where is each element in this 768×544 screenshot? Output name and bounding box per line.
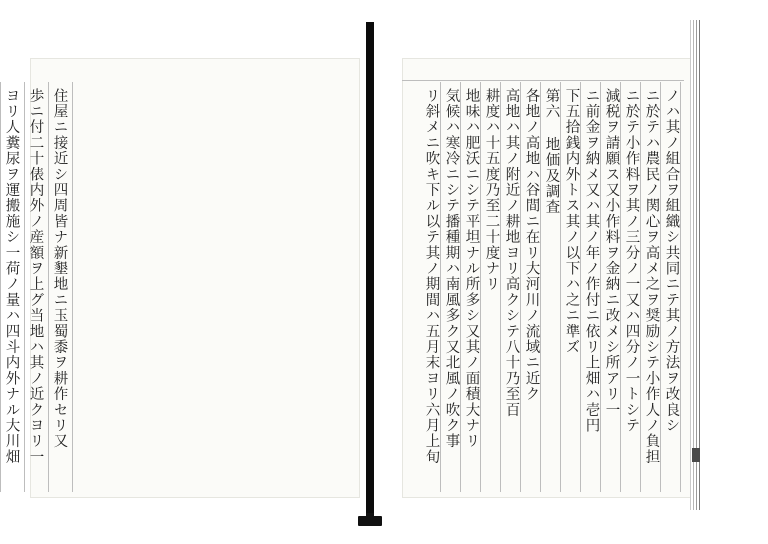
right-column-2: ニ於テハ農民ノ関心ヲ高メ之ヲ奨励シテ小作人ノ負担 xyxy=(643,88,660,465)
right-column-11: 地味ハ肥沃ニシテ平坦ナル所多シ又其ノ面積大ナリ xyxy=(463,88,480,450)
column-rule xyxy=(0,82,1,492)
column-rule xyxy=(24,82,25,492)
column-rule xyxy=(480,82,481,492)
column-rule xyxy=(460,82,461,492)
header-rule xyxy=(402,80,684,81)
column-rule xyxy=(640,82,641,492)
right-column-10: 耕度ハ十五度乃至二十度ナリ xyxy=(483,88,500,293)
column-rule xyxy=(440,82,441,492)
column-rule xyxy=(600,82,601,492)
right-column-3: ニ於テ小作料ヲ其ノ三分ノ一又ハ四分ノ一トシテ xyxy=(623,88,640,434)
column-rule xyxy=(620,82,621,492)
column-rule xyxy=(500,82,501,492)
column-rule xyxy=(680,82,681,492)
left-column-1: 住屋ニ接近シ四周皆ナ新墾地ニ玉蜀黍ヲ耕作セリ又 xyxy=(51,88,68,450)
column-rule xyxy=(560,82,561,492)
right-column-4: 減税ヲ請願ス又小作料ヲ金納ニ改メシ所アリ一 xyxy=(603,88,620,418)
right-column-6: 下五拾銭内外トス其ノ以下ハ之ニ準ズ xyxy=(563,88,580,355)
right-column-13: リ斜メニ吹キ下ル以テ其ノ期間ハ五月末ヨリ六月上旬 xyxy=(423,88,440,465)
binding-clip xyxy=(358,516,382,526)
left-page xyxy=(3,58,360,498)
column-rule xyxy=(48,82,49,492)
right-column-7: 第六 地価及調査 xyxy=(543,88,560,216)
edge-mark xyxy=(692,448,700,462)
left-column-3: ヨリ人糞尿ヲ運搬施シ一荷ノ量ハ四斗内外ナル大川畑 xyxy=(3,88,20,465)
right-column-1: ノハ其ノ組合ヲ組織シ共同ニテ其ノ方法ヲ改良シ xyxy=(663,88,680,434)
column-rule xyxy=(660,82,661,492)
page-edges xyxy=(690,20,702,510)
right-column-12: 気候ハ寒冷ニシテ播種期ハ南風多ク又北風ノ吹ク事 xyxy=(443,88,460,450)
binding-gutter xyxy=(366,22,374,518)
column-rule xyxy=(72,82,73,492)
right-page xyxy=(402,58,692,498)
column-rule xyxy=(520,82,521,492)
column-rule xyxy=(540,82,541,492)
right-column-9: 高地ハ其ノ附近ノ耕地ヨリ高クシテ八十乃至百 xyxy=(503,88,520,418)
right-column-5: ニ前金ヲ納メ又ハ其ノ年ノ作付ニ依リ上畑ハ壱円 xyxy=(583,88,600,434)
column-rule xyxy=(580,82,581,492)
left-column-2: 歩ニ付二十俵内外ノ産額ヲ上グ当地ハ其ノ近クヨリ一 xyxy=(27,88,44,465)
right-column-8: 各地ノ高地ハ谷間ニ在リ大河川ノ流域ニ近ク xyxy=(523,88,540,402)
